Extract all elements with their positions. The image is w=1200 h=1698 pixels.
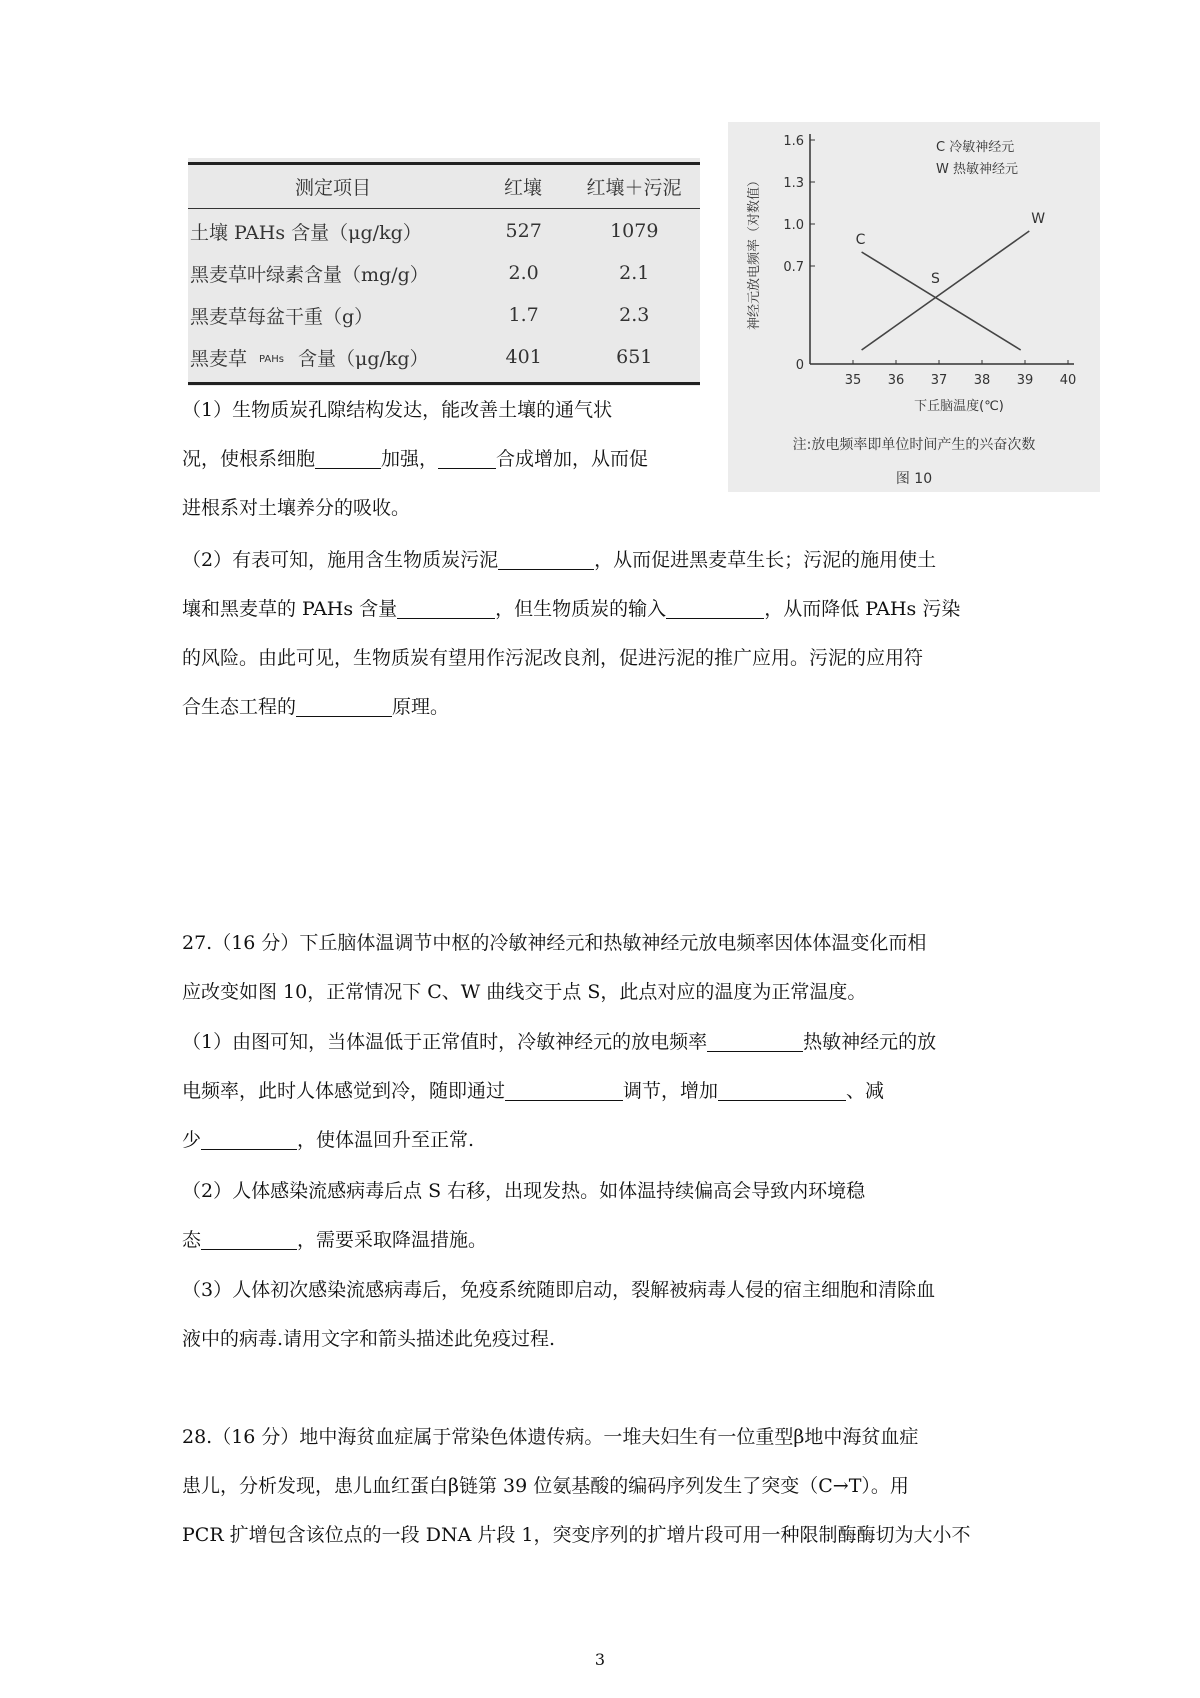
q27-text: 电频率，此时人体感觉到冷，随即通过 — [182, 1080, 506, 1102]
legend-item-c: C 冷敏神经元 — [936, 140, 1015, 155]
series-line-w — [862, 231, 1030, 350]
row-red-soil-sludge: 651 — [616, 346, 653, 368]
row-item: 黑麦草叶绿素含量（mg/g） — [190, 263, 429, 286]
answer-blank[interactable] — [397, 596, 495, 619]
table-row — [188, 252, 700, 294]
q26-part2-line2 — [182, 585, 960, 634]
intersection-label-s: S — [931, 271, 940, 288]
q26-text: ，从而促进黑麦草生长；污泥的施用使土 — [594, 549, 937, 571]
answer-blank[interactable] — [498, 547, 594, 570]
header-red-soil: 红壤 — [503, 176, 542, 199]
q27-part1-line1 — [182, 1018, 936, 1067]
q28-line2: 患儿，分析发现，患儿血红蛋白β链第 39 位氨基酸的编码序列发生了突变（C→T）。用 — [182, 1475, 909, 1497]
chart-ticks — [783, 134, 1076, 388]
curve-label-c: C — [855, 232, 866, 248]
q26-part1-line2 — [182, 435, 648, 484]
table-bottom-rule — [188, 382, 700, 385]
q26-text: 合生态工程的 — [182, 696, 297, 718]
y-tick-label: 1.3 — [783, 176, 804, 191]
q26-text: 况，使根系细胞 — [182, 448, 316, 470]
q27-text: 少 — [182, 1129, 202, 1151]
header-red-soil-sludge: 红壤＋污泥 — [586, 176, 682, 199]
q26-text: ，但生物质炭的输入 — [495, 598, 667, 620]
q27-text: （1）由图可知，当体温低于正常值时，冷敏神经元的放电频率 — [182, 1031, 708, 1053]
q27-part2-line1: （2）人体感染流感病毒后点 S 右移，出现发热。如体温持续偏高会导致内环境稳 — [182, 1180, 866, 1202]
figure-caption: 图 10 — [895, 471, 933, 487]
chart-lines — [856, 211, 1046, 350]
answer-blank[interactable] — [707, 1029, 803, 1052]
y-tick-label: 0.7 — [783, 260, 804, 275]
row-item-part-b: 含量（μg/kg） — [297, 347, 429, 370]
legend-item-w: W 热敏神经元 — [936, 162, 1018, 177]
x-tick-label: 35 — [844, 373, 862, 388]
neuron-firing-chart — [728, 122, 1100, 432]
table-row — [188, 336, 700, 378]
x-tick-label: 37 — [930, 373, 948, 388]
figure-note: 注:放电频率即单位时间产生的兴奋次数 — [792, 437, 1036, 453]
table-row — [188, 294, 700, 336]
row-item: 黑麦草每盆干重（g） — [190, 305, 374, 328]
pahs-data-table — [188, 158, 700, 386]
q28-line1: 28.（16 分）地中海贫血症属于常染色体遗传病。一堆夫妇生有一位重型β地中海贫血症 — [182, 1426, 919, 1448]
page-number: 3 — [594, 1650, 606, 1669]
row-item — [188, 336, 479, 378]
q27-part1-line3 — [182, 1116, 474, 1165]
x-tick-label: 38 — [973, 373, 991, 388]
y-tick-label: 1.6 — [783, 134, 804, 149]
x-tick-label: 39 — [1016, 373, 1034, 388]
row-red-soil-sludge: 2.3 — [619, 304, 650, 326]
row-item: 土壤 PAHs 含量（μg/kg） — [190, 221, 422, 244]
y-tick-label: 1.0 — [783, 218, 804, 233]
answer-blank[interactable] — [201, 1127, 297, 1150]
series-line-c — [862, 252, 1021, 350]
row-item-part-a: 黑麦草 — [190, 347, 248, 370]
curve-label-w: W — [1031, 211, 1046, 227]
row-red-soil-sludge: 1079 — [610, 220, 659, 242]
header-item: 测定项目 — [294, 176, 371, 199]
row-red-soil: 2.0 — [508, 262, 539, 284]
x-axis-label: 下丘脑温度(℃) — [914, 399, 1004, 414]
row-red-soil: 527 — [505, 220, 542, 242]
answer-blank[interactable] — [201, 1227, 297, 1250]
q27-part3-line2: 液中的病毒.请用文字和箭头描述此免疫过程. — [182, 1328, 556, 1350]
q27-text: 调节，增加 — [623, 1080, 719, 1102]
table-header — [188, 164, 700, 208]
q26-text: 加强， — [381, 448, 439, 470]
x-tick-label: 36 — [887, 373, 905, 388]
y-axis-label: 神经元放电频率（对数值） — [747, 173, 762, 331]
q27-text: ，使体温回升至正常. — [297, 1129, 475, 1151]
q27-text: ，需要采取降温措施。 — [297, 1229, 488, 1251]
table-row — [188, 210, 700, 252]
q27-text: 态 — [182, 1229, 202, 1251]
answer-blank[interactable] — [438, 446, 496, 469]
answer-blank[interactable] — [315, 446, 381, 469]
q27-stem-line2: 应改变如图 10，正常情况下 C、W 曲线交于点 S，此点对应的温度为正常温度。 — [182, 981, 867, 1003]
row-item-small-pahs: PAHs — [259, 354, 284, 365]
answer-blank[interactable] — [296, 694, 392, 717]
q26-text: （2）有表可知，施用含生物质炭污泥 — [182, 549, 499, 571]
table-header-rule — [188, 208, 700, 209]
q27-part2-line2 — [182, 1216, 487, 1265]
q26-part2-line1 — [182, 536, 936, 585]
q27-stem-line1: 27.（16 分）下丘脑体温调节中枢的冷敏神经元和热敏神经元放电频率因体体温变化而相 — [182, 932, 927, 954]
answer-blank[interactable] — [718, 1078, 846, 1101]
q28-line3: PCR 扩增包含该位点的一段 DNA 片段 1，突变序列的扩增片段可用一种限制酶酶切为大小不 — [182, 1524, 971, 1546]
answer-blank[interactable] — [666, 596, 764, 619]
q27-part3-line1: （3）人体初次感染流感病毒后，免疫系统随即启动，裂解被病毒人侵的宿主细胞和清除血 — [182, 1279, 936, 1301]
figure-10 — [728, 122, 1100, 492]
y-tick-label: 0 — [795, 358, 804, 373]
q26-part2-line4 — [182, 683, 449, 732]
q27-text: 、减 — [846, 1080, 885, 1102]
x-tick-label: 40 — [1059, 373, 1077, 388]
q26-part1-line1: （1）生物质炭孔隙结构发达，能改善土壤的通气状 — [182, 399, 613, 421]
q26-part2-line3: 的风险。由此可见，生物质炭有望用作污泥改良剂，促进污泥的推广应用。污泥的应用符 — [182, 647, 924, 669]
q26-text: 合成增加，从而促 — [496, 448, 649, 470]
q27-text: 热敏神经元的放 — [803, 1031, 937, 1053]
table-body — [188, 210, 700, 378]
q26-text: ，从而降低 PAHs 污染 — [764, 598, 961, 620]
q26-text: 原理。 — [392, 696, 450, 718]
answer-blank[interactable] — [505, 1078, 623, 1101]
row-red-soil-sludge: 2.1 — [619, 262, 650, 284]
q26-text: 壤和黑麦草的 PAHs 含量 — [182, 598, 398, 620]
q26-part1-line3: 进根系对土壤养分的吸收。 — [182, 497, 411, 519]
row-red-soil: 1.7 — [508, 304, 539, 326]
row-red-soil: 401 — [505, 346, 542, 368]
q27-part1-line2 — [182, 1067, 884, 1116]
